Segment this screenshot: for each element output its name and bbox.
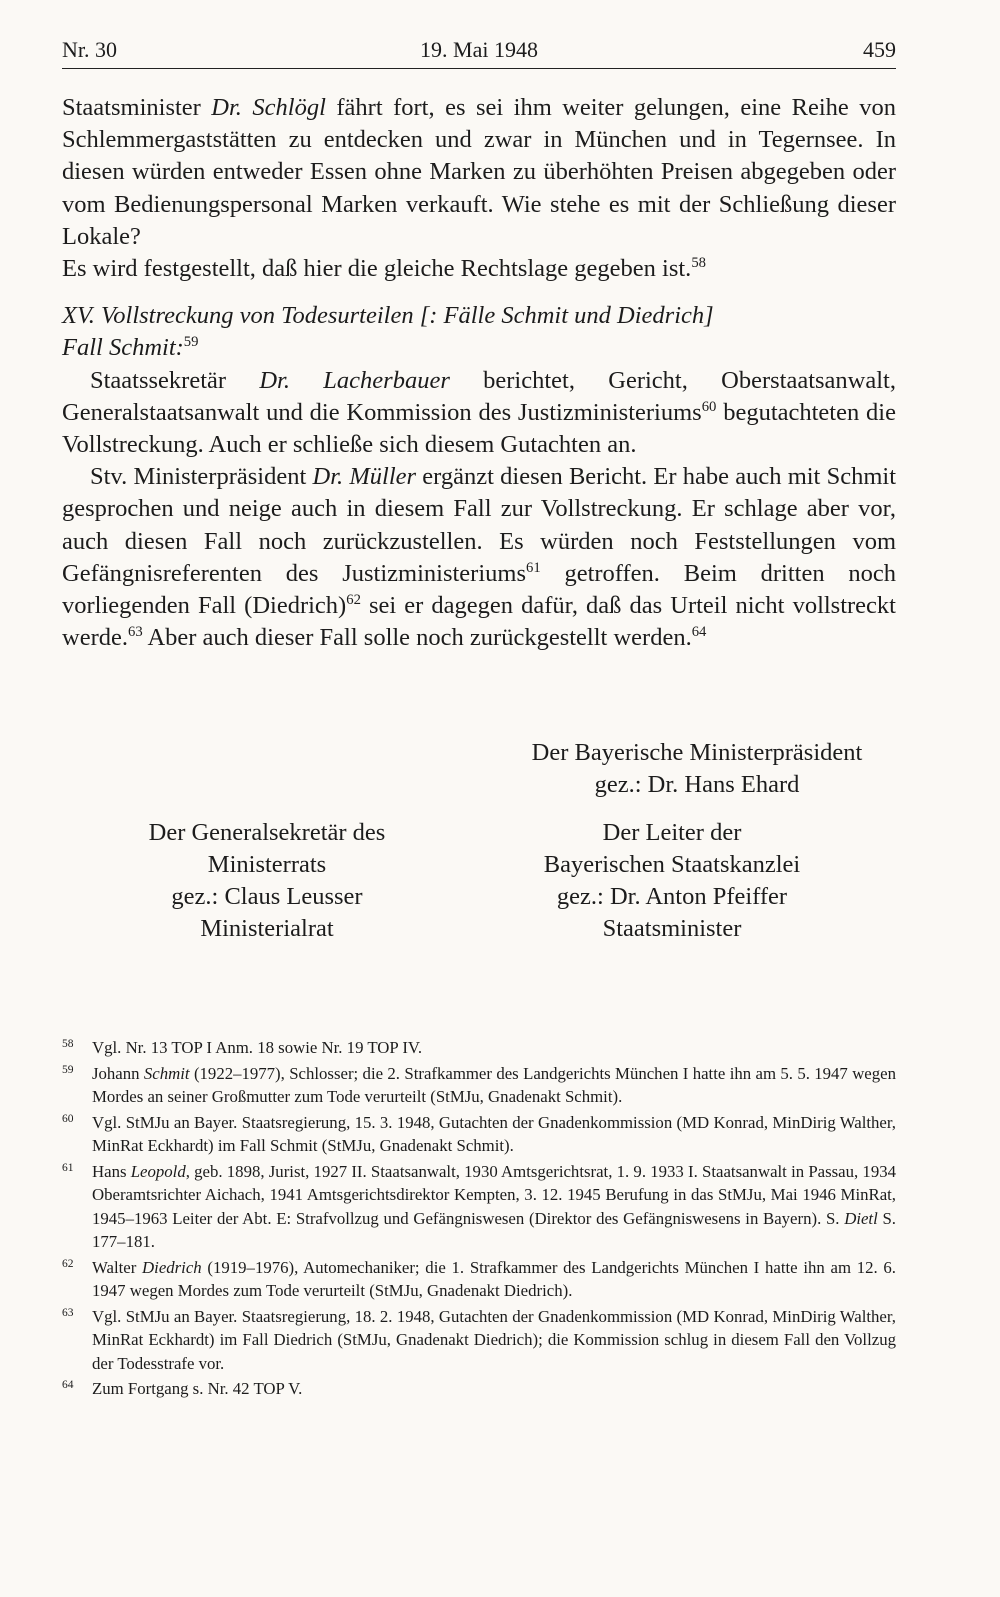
- body-text: [62, 92, 896, 654]
- paragraph-schloegl: Staatsminister Dr. Schlögl fährt fort, es sei ihm weiter gelungen, eine Reihe von Schlemmergaststätten zu entdecken und zwar in München und in Tegernsee. In diesen würden entweder Essen ohne Marken zu überhöhten Preisen abgegeben oder vom Bedienungspersonal Marken verkauft. Wie stehe es mit der Schließung dieser Lokale?: [62, 94, 896, 250]
- running-head: [62, 34, 896, 69]
- agenda-heading: XV. Vollstreckung von Todesurteilen [: Fälle Schmit und Diedrich]: [62, 302, 714, 330]
- footnote-number: 64: [62, 1379, 74, 1391]
- footnote-ref: 58: [691, 255, 706, 272]
- footnote: 64 Zum Fortgang s. Nr. 42 TOP V.: [62, 1377, 896, 1401]
- footnote-number: 58: [62, 1038, 74, 1050]
- footnote-ref: 61: [525, 560, 541, 577]
- footnote: 58 Vgl. Nr. 13 TOP I Anm. 18 sowie Nr. 19 TOP IV.: [62, 1036, 896, 1060]
- paragraph-finding: Es wird festgestellt, daß hier die gleiche Rechtslage gegeben ist.$^{58}$: [62, 255, 706, 283]
- footnote-number: 63: [62, 1306, 74, 1319]
- footnote-ref: 63: [127, 624, 143, 641]
- footnote-number: 62: [62, 1257, 74, 1270]
- speaker-name: Dr. Schlögl: [211, 94, 326, 121]
- footnote-ref: 64: [691, 624, 707, 641]
- paragraph-mueller: Stv. Ministerpräsident Dr. Müller ergänzt diesen Bericht. Er habe auch mit Schmit gesprochen und neige auch in diesem Fall zur Vollstreckung. Er schlage aber vor, auch diesen Fall noch zurückzustellen. Es würden noch Feststellungen vom Gefängnisreferenten des Justizministeriums$^{61}$ getroffen. Beim dritten noch vorliegenden Fall (Diedrich)$^{62}$ sei er dagegen dafür, daß das Urteil nicht vollstreckt werde.$^{63}$ Aber auch dieser Fall solle noch zurückgestellt werden.$^{64}$: [62, 463, 897, 652]
- footnote-number: 61: [62, 1161, 74, 1174]
- case-subheading: Fall Schmit:$^{59}$: [62, 334, 199, 362]
- document-number: Nr. 30: [62, 37, 117, 62]
- signature-general-secretary: Der Generalsekretär des Ministerrats gez.: Claus Leusser Ministerialrat: [148, 819, 386, 942]
- footnote: 63 Vgl. StMJu an Bayer. Staatsregierung, 18. 2. 1948, Gutachten der Gnadenkommission (MD Konrad, MinDirig Walther, MinRat Eckhardt) im Fall Diedrich (StMJu, Gnadenakt Diedrich); die Kommission schlug in diesem Fall den Vollzug der Todesstrafe vor.: [62, 1305, 896, 1376]
- footnote: 59 Johann Schmit (1922–1977), Schlosser; die 2. Strafkammer des Landgerichts München I hatte ihn am 5. 5. 1947 wegen Mordes an seiner Großmutter zum Tode verurteilt (StMJu, Gnadenakt Schmit).: [62, 1062, 896, 1109]
- footnote: 61 Hans Leopold, geb. 1898, Jurist, 1927 II. Staatsanwalt, 1930 Amtsgerichtsrat, 1. 9. 1933 I. Staatsanwalt in Passau, 1934 Oberamtsrichter Aichach, 1941 Amtsgerichtsdirektor Kempten, 3. 12. 1945 Berufung in das StMJu, Mai 1946 MinRat, 1945–1963 Leiter der Abt. E: Strafvollzug und Gefängniswesen (Direktor des Gefängniswesens in Bayern). S. Dietl S. 177–181.: [62, 1160, 896, 1254]
- speaker-name: Dr. Müller: [312, 463, 417, 491]
- footnote-number: 59: [62, 1063, 74, 1076]
- footnote-ref: 59: [183, 334, 199, 351]
- paragraph-lacherbauer: Staatssekretär Dr. Lacherbauer berichtet, Gericht, Oberstaatsanwalt, Generalstaatsanwalt und die Kommission des Justizministeriums$^{60}$ begutachteten die Vollstreckung. Auch er schließe sich diesem Gutachten an.: [62, 366, 896, 459]
- footnote-ref: 60: [701, 399, 717, 416]
- footnote-number: 60: [62, 1112, 74, 1125]
- signature-minister-president: Der Bayerische Ministerpräsident gez.: Dr. Hans Ehard: [531, 739, 863, 798]
- footnote-ref: 62: [346, 592, 361, 609]
- signature-state-chancellery: Der Leiter der Bayerischen Staatskanzlei gez.: Dr. Anton Pfeiffer Staatsminister: [543, 819, 801, 942]
- footnotes: [62, 1036, 896, 1403]
- session-date: 19. Mai 1948: [420, 37, 538, 62]
- footnote: 60 Vgl. StMJu an Bayer. Staatsregierung, 15. 3. 1948, Gutachten der Gnadenkommission (MD Konrad, MinDirig Walther, MinRat Eckhardt) im Fall Schmit (StMJu, Gnadenakt Schmit).: [62, 1111, 896, 1158]
- footnote: 62 Walter Diedrich (1919–1976), Automechaniker; die 1. Strafkammer des Landgerichts München I hatte ihn am 12. 6. 1947 wegen Mordes zum Tode verurteilt (StMJu, Gnadenakt Diedrich).: [62, 1256, 896, 1303]
- speaker-name: Dr. Lacherbauer: [259, 366, 450, 394]
- page-number: 459: [863, 37, 896, 62]
